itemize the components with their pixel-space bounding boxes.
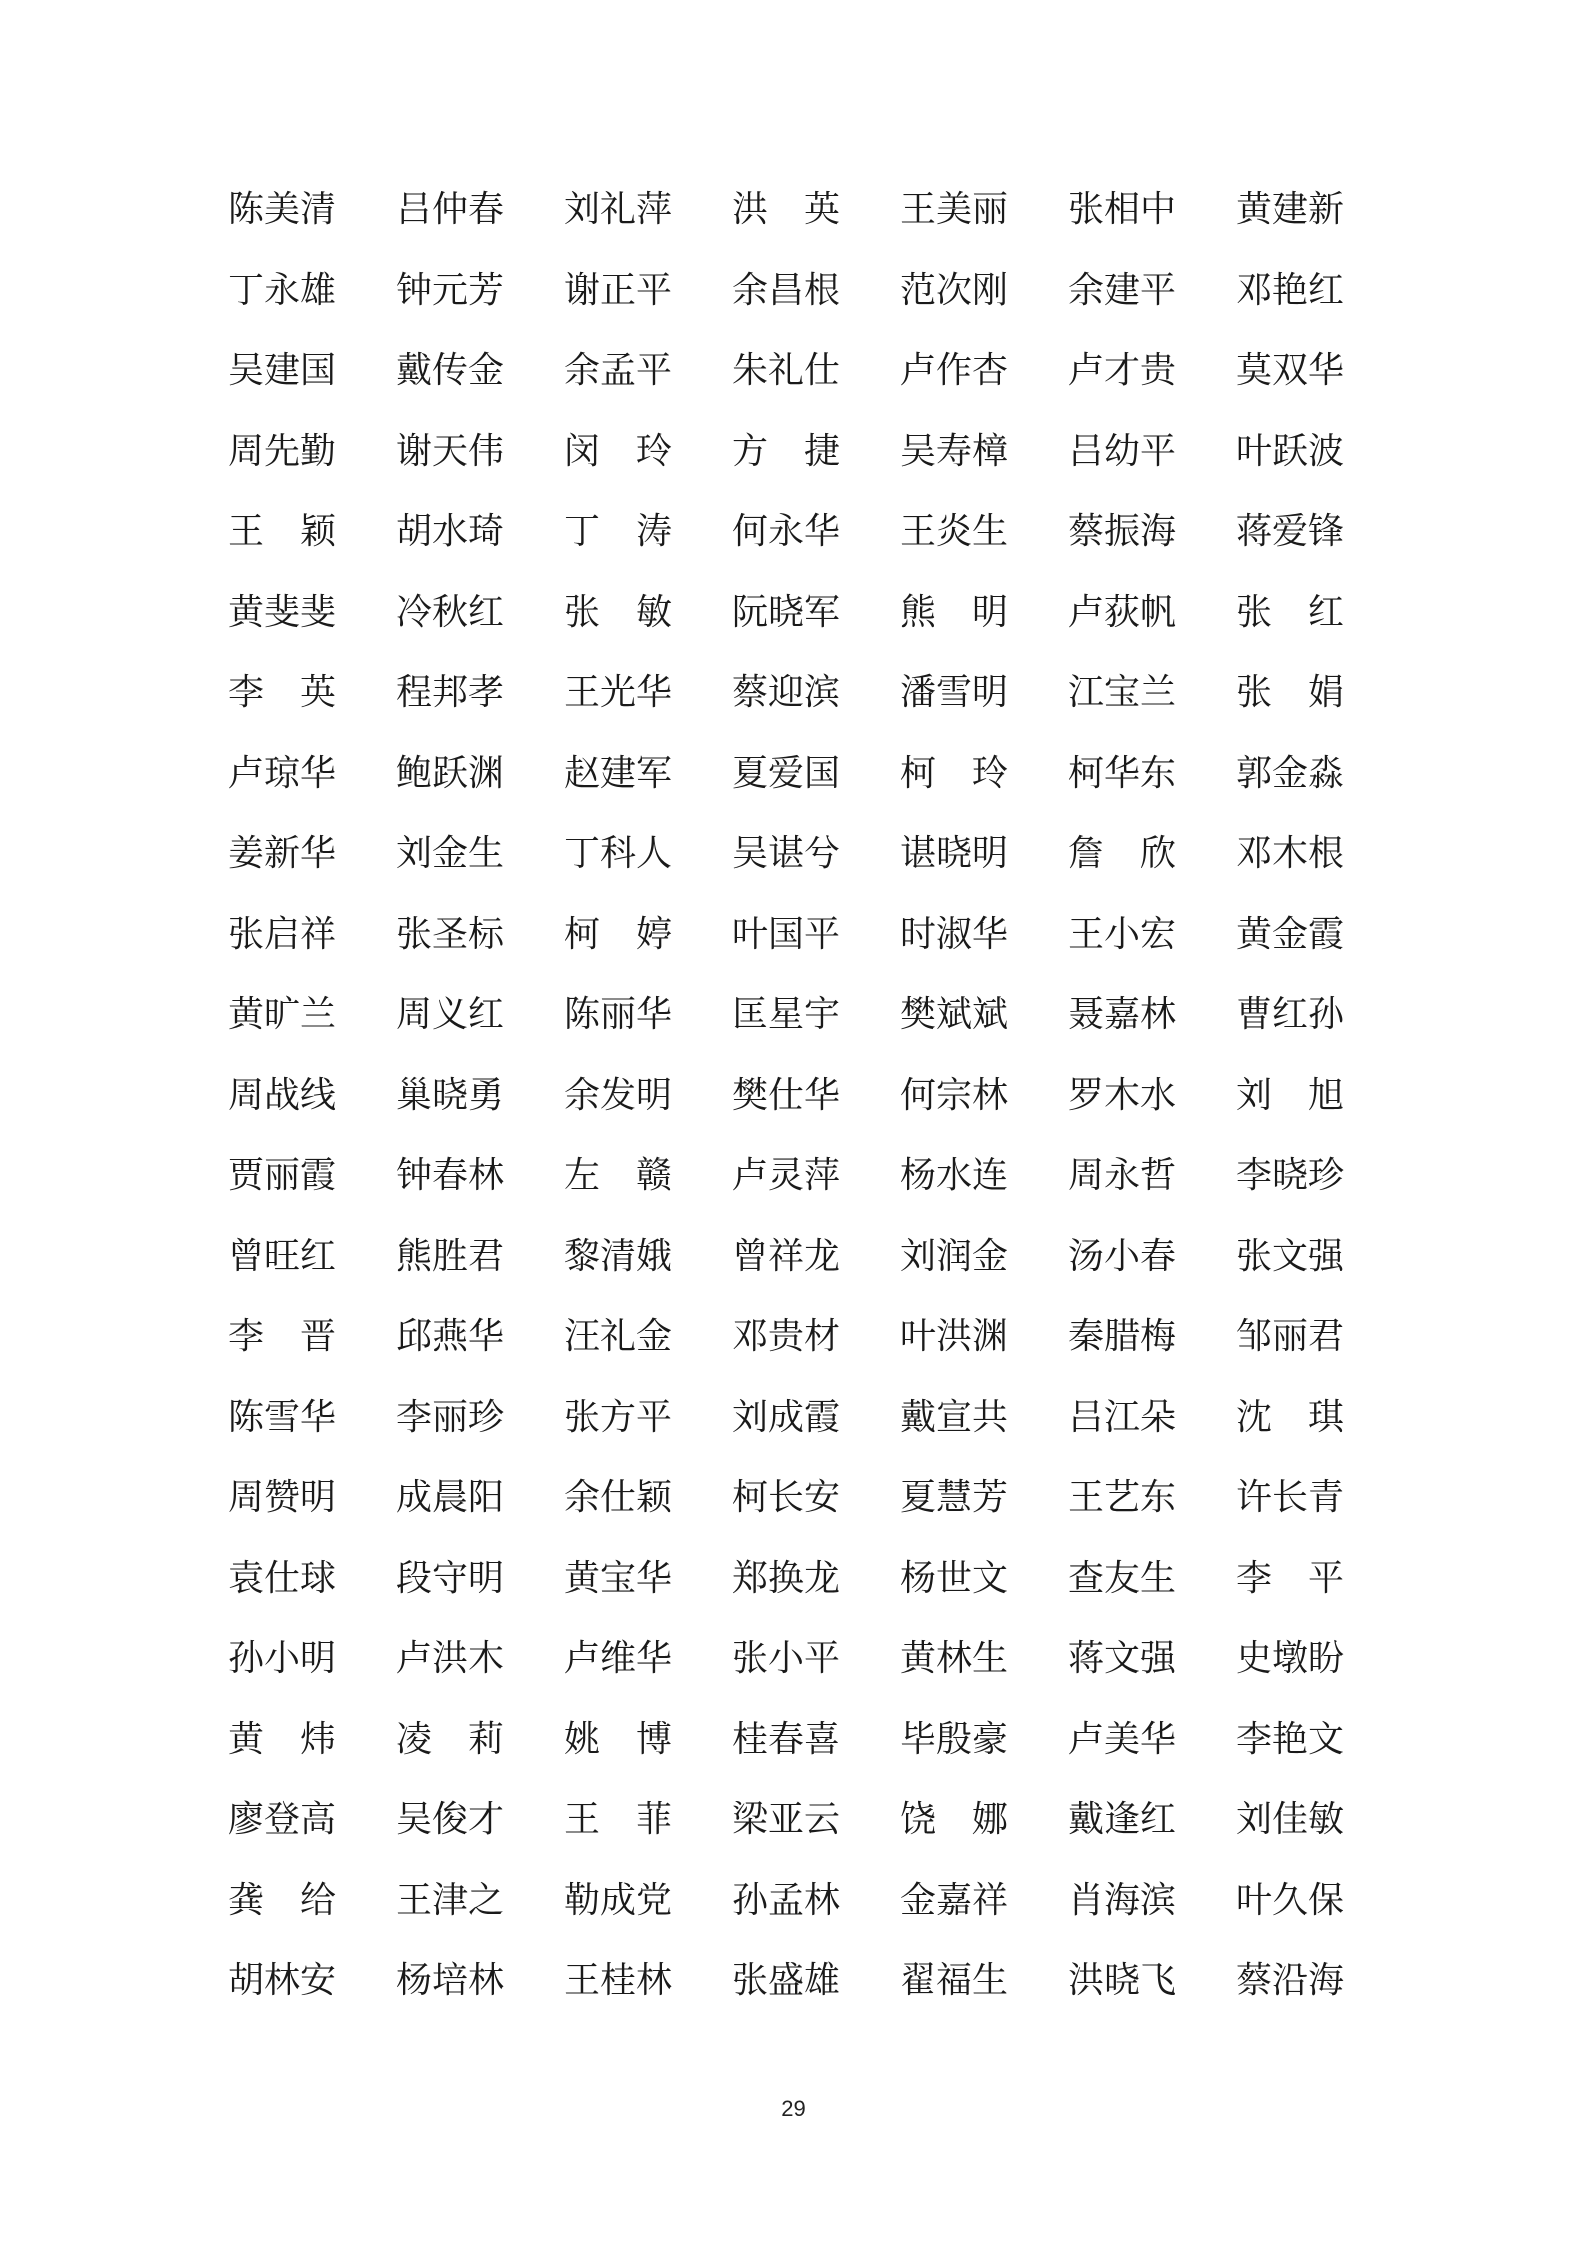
name-row	[228, 975, 1368, 1056]
name-entry: 何永华	[732, 511, 841, 553]
name-entry: 邓贵材	[732, 1316, 841, 1358]
name-entry: 莫双华	[1236, 350, 1345, 392]
name-row	[228, 170, 1368, 251]
name-entry: 聂嘉林	[1068, 994, 1177, 1036]
name-entry: 王 菲	[564, 1799, 673, 1841]
name-entry: 陈丽华	[564, 994, 673, 1036]
name-entry: 张方平	[564, 1396, 673, 1438]
name-entry: 王光华	[564, 672, 673, 714]
name-entry: 闵 玲	[564, 430, 673, 472]
name-entry: 熊 明	[900, 591, 1009, 633]
name-entry: 丁科人	[564, 833, 673, 875]
name-entry: 张文强	[1236, 1235, 1345, 1277]
name-entry: 王小宏	[1068, 913, 1177, 955]
name-entry: 叶国平	[732, 913, 841, 955]
name-row	[228, 653, 1368, 734]
name-entry: 成晨阳	[396, 1477, 505, 1519]
name-entry: 李 英	[228, 672, 337, 714]
name-row	[228, 1378, 1368, 1459]
name-entry: 蒋爱锋	[1236, 511, 1345, 553]
name-entry: 刘成霞	[732, 1396, 841, 1438]
name-entry: 余发明	[564, 1074, 673, 1116]
name-entry: 蔡振海	[1068, 511, 1177, 553]
name-entry: 方 捷	[732, 430, 841, 472]
name-row	[228, 1619, 1368, 1700]
name-entry: 黄林生	[900, 1638, 1009, 1680]
name-entry: 鲍跃渊	[396, 752, 505, 794]
name-entry: 洪 英	[732, 189, 841, 231]
name-entry: 胡水琦	[396, 511, 505, 553]
name-entry: 卢才贵	[1068, 350, 1177, 392]
name-entry: 何宗林	[900, 1074, 1009, 1116]
name-entry: 勒成党	[564, 1879, 673, 1921]
name-entry: 张启祥	[228, 913, 337, 955]
name-entry: 邹丽君	[1236, 1316, 1345, 1358]
name-entry: 柯长安	[732, 1477, 841, 1519]
name-entry: 张圣标	[396, 913, 505, 955]
name-entry: 邓艳红	[1236, 269, 1345, 311]
name-row	[228, 1458, 1368, 1539]
name-row	[228, 412, 1368, 493]
name-entry: 李晓珍	[1236, 1155, 1345, 1197]
name-entry: 戴逢红	[1068, 1799, 1177, 1841]
name-entry: 肖海滨	[1068, 1879, 1177, 1921]
page-number: 29	[781, 2096, 806, 2121]
name-entry: 夏爱国	[732, 752, 841, 794]
name-entry: 卢美华	[1068, 1718, 1177, 1760]
name-entry: 郑换龙	[732, 1557, 841, 1599]
name-entry: 周赞明	[228, 1477, 337, 1519]
name-entry: 秦腊梅	[1068, 1316, 1177, 1358]
name-entry: 余昌根	[732, 269, 841, 311]
name-list	[228, 170, 1368, 2022]
name-entry: 柯 玲	[900, 752, 1009, 794]
name-entry: 周永哲	[1068, 1155, 1177, 1197]
name-entry: 卢洪木	[396, 1638, 505, 1680]
name-entry: 戴宣共	[900, 1396, 1009, 1438]
name-entry: 钟春林	[396, 1155, 505, 1197]
name-entry: 余仕颖	[564, 1477, 673, 1519]
name-row	[228, 1136, 1368, 1217]
name-entry: 张相中	[1068, 189, 1177, 231]
name-entry: 朱礼仕	[732, 350, 841, 392]
name-entry: 袁仕球	[228, 1557, 337, 1599]
name-entry: 刘金生	[396, 833, 505, 875]
name-entry: 张小平	[732, 1638, 841, 1680]
name-entry: 周先勤	[228, 430, 337, 472]
name-entry: 余孟平	[564, 350, 673, 392]
name-entry: 孙孟林	[732, 1879, 841, 1921]
name-entry: 杨培林	[396, 1960, 505, 2002]
name-entry: 熊胜君	[396, 1235, 505, 1277]
name-row	[228, 1297, 1368, 1378]
name-entry: 胡林安	[228, 1960, 337, 2002]
name-row	[228, 251, 1368, 332]
name-entry: 吕江朵	[1068, 1396, 1177, 1438]
name-entry: 毕殷豪	[900, 1718, 1009, 1760]
name-entry: 王艺东	[1068, 1477, 1177, 1519]
name-entry: 叶跃波	[1236, 430, 1345, 472]
name-entry: 孙小明	[228, 1638, 337, 1680]
name-entry: 桂春喜	[732, 1718, 841, 1760]
name-entry: 黄 炜	[228, 1718, 337, 1760]
name-entry: 曾旺红	[228, 1235, 337, 1277]
name-entry: 巢晓勇	[396, 1074, 505, 1116]
name-entry: 叶洪渊	[900, 1316, 1009, 1358]
name-entry: 史墩盼	[1236, 1638, 1345, 1680]
name-entry: 时淑华	[900, 913, 1009, 955]
name-entry: 叶久保	[1236, 1879, 1345, 1921]
name-entry: 汤小春	[1068, 1235, 1177, 1277]
name-entry: 洪晓飞	[1068, 1960, 1177, 2002]
name-entry: 曾祥龙	[732, 1235, 841, 1277]
name-entry: 夏慧芳	[900, 1477, 1009, 1519]
name-entry: 周义红	[396, 994, 505, 1036]
name-entry: 詹 欣	[1068, 833, 1177, 875]
name-entry: 吕仲春	[396, 189, 505, 231]
name-row	[228, 1217, 1368, 1298]
name-entry: 王津之	[396, 1879, 505, 1921]
name-row	[228, 1539, 1368, 1620]
name-entry: 翟福生	[900, 1960, 1009, 2002]
name-entry: 饶 娜	[900, 1799, 1009, 1841]
name-entry: 查友生	[1068, 1557, 1177, 1599]
name-entry: 张盛雄	[732, 1960, 841, 2002]
name-entry: 罗木水	[1068, 1074, 1177, 1116]
name-entry: 周战线	[228, 1074, 337, 1116]
name-entry: 金嘉祥	[900, 1879, 1009, 1921]
name-entry: 王炎生	[900, 511, 1009, 553]
name-entry: 刘润金	[900, 1235, 1009, 1277]
name-entry: 刘礼萍	[564, 189, 673, 231]
name-entry: 赵建军	[564, 752, 673, 794]
name-entry: 郭金淼	[1236, 752, 1345, 794]
name-entry: 王桂林	[564, 1960, 673, 2002]
name-entry: 吕幼平	[1068, 430, 1177, 472]
name-entry: 王美丽	[900, 189, 1009, 231]
name-entry: 李艳文	[1236, 1718, 1345, 1760]
name-entry: 李 晋	[228, 1316, 337, 1358]
name-entry: 陈美清	[228, 189, 337, 231]
name-entry: 黎清娥	[564, 1235, 673, 1277]
name-entry: 丁 涛	[564, 511, 673, 553]
name-entry: 柯 婷	[564, 913, 673, 955]
name-row	[228, 1780, 1368, 1861]
name-entry: 沈 琪	[1236, 1396, 1345, 1438]
name-entry: 吴建国	[228, 350, 337, 392]
name-entry: 黄旷兰	[228, 994, 337, 1036]
name-entry: 段守明	[396, 1557, 505, 1599]
name-entry: 左 赣	[564, 1155, 673, 1197]
name-entry: 戴传金	[396, 350, 505, 392]
name-entry: 范次刚	[900, 269, 1009, 311]
name-entry: 江宝兰	[1068, 672, 1177, 714]
name-entry: 杨世文	[900, 1557, 1009, 1599]
name-entry: 曹红孙	[1236, 994, 1345, 1036]
name-entry: 程邦孝	[396, 672, 505, 714]
name-entry: 张 敏	[564, 591, 673, 633]
name-entry: 李 平	[1236, 1557, 1345, 1599]
name-row	[228, 1700, 1368, 1781]
name-entry: 阮晓军	[732, 591, 841, 633]
name-entry: 黄金霞	[1236, 913, 1345, 955]
name-entry: 谌晓明	[900, 833, 1009, 875]
name-row	[228, 1861, 1368, 1942]
name-entry: 卢灵萍	[732, 1155, 841, 1197]
name-row	[228, 734, 1368, 815]
name-entry: 杨水连	[900, 1155, 1009, 1197]
name-entry: 许长青	[1236, 1477, 1345, 1519]
name-entry: 蔡迎滨	[732, 672, 841, 714]
name-entry: 张 红	[1236, 591, 1345, 633]
name-entry: 余建平	[1068, 269, 1177, 311]
name-entry: 黄斐斐	[228, 591, 337, 633]
name-entry: 廖登高	[228, 1799, 337, 1841]
name-entry: 冷秋红	[396, 591, 505, 633]
name-entry: 刘 旭	[1236, 1074, 1345, 1116]
name-entry: 樊仕华	[732, 1074, 841, 1116]
name-entry: 柯华东	[1068, 752, 1177, 794]
name-entry: 吴俊才	[396, 1799, 505, 1841]
name-entry: 丁永雄	[228, 269, 337, 311]
name-row	[228, 1941, 1368, 2022]
name-entry: 黄宝华	[564, 1557, 673, 1599]
name-entry: 樊斌斌	[900, 994, 1009, 1036]
name-entry: 黄建新	[1236, 189, 1345, 231]
name-entry: 王 颖	[228, 511, 337, 553]
name-row	[228, 814, 1368, 895]
name-row	[228, 492, 1368, 573]
name-entry: 李丽珍	[396, 1396, 505, 1438]
name-entry: 吴寿樟	[900, 430, 1009, 472]
name-entry: 汪礼金	[564, 1316, 673, 1358]
name-entry: 邓木根	[1236, 833, 1345, 875]
name-entry: 蒋文强	[1068, 1638, 1177, 1680]
name-entry: 梁亚云	[732, 1799, 841, 1841]
name-entry: 张 娟	[1236, 672, 1345, 714]
name-entry: 卢荻帆	[1068, 591, 1177, 633]
name-entry: 谢正平	[564, 269, 673, 311]
name-entry: 邱燕华	[396, 1316, 505, 1358]
name-entry: 卢维华	[564, 1638, 673, 1680]
name-entry: 蔡沿海	[1236, 1960, 1345, 2002]
name-row	[228, 895, 1368, 976]
name-row	[228, 331, 1368, 412]
name-entry: 卢作杏	[900, 350, 1009, 392]
name-entry: 卢琼华	[228, 752, 337, 794]
name-entry: 潘雪明	[900, 672, 1009, 714]
name-row	[228, 573, 1368, 654]
name-entry: 吴谌兮	[732, 833, 841, 875]
name-entry: 姚 博	[564, 1718, 673, 1760]
name-entry: 陈雪华	[228, 1396, 337, 1438]
name-entry: 龚 给	[228, 1879, 337, 1921]
name-entry: 姜新华	[228, 833, 337, 875]
name-entry: 凌 莉	[396, 1718, 505, 1760]
name-entry: 贾丽霞	[228, 1155, 337, 1197]
name-entry: 钟元芳	[396, 269, 505, 311]
name-entry: 匡星宇	[732, 994, 841, 1036]
name-row	[228, 1056, 1368, 1137]
name-entry: 刘佳敏	[1236, 1799, 1345, 1841]
name-entry: 谢天伟	[396, 430, 505, 472]
